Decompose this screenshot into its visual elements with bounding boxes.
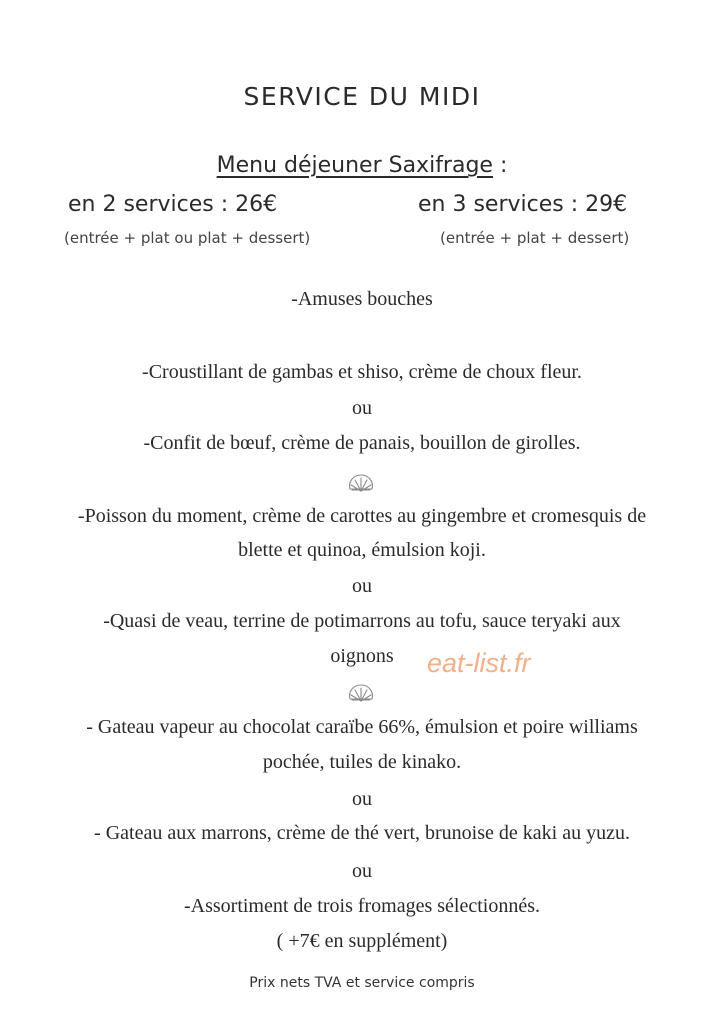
price-three-courses: en 3 services : 29€	[418, 192, 628, 217]
menu-name: Menu déjeuner Saxifrage	[216, 153, 493, 178]
main-option-2-line-2: oignons	[330, 645, 394, 667]
cheese-supplement: ( +7€ en supplément)	[276, 930, 448, 952]
main-option-2-line-1: -Quasi de veau, terrine de potimarrons au tofu, sauce teryaki aux	[103, 610, 621, 632]
footer-note: Prix nets TVA et service compris	[249, 975, 475, 991]
dessert-option-1-line-2: pochée, tuiles de kinako.	[262, 751, 462, 773]
starter-option-1: -Croustillant de gambas et shiso, crème de choux fleur.	[142, 361, 582, 383]
dessert-or-1: ou	[352, 788, 372, 810]
starter-or: ou	[352, 397, 372, 419]
price-two-courses: en 2 services : 26€	[68, 192, 278, 217]
amuse-bouche: -Amuses bouches	[291, 288, 433, 310]
main-or: ou	[352, 575, 372, 597]
main-option-1-line-1: -Poisson du moment, crème de carottes au gingembre et cromesquis de	[77, 505, 647, 527]
price-three-courses-detail: (entrée + plat + dessert)	[440, 229, 630, 247]
starter-option-2: -Confit de bœuf, crème de panais, bouillon de girolles.	[143, 432, 581, 454]
menu-title	[0, 153, 724, 178]
dessert-or-2: ou	[352, 860, 372, 882]
menu-colon: :	[492, 153, 508, 178]
price-two-courses-detail: (entrée + plat ou plat + dessert)	[64, 229, 311, 247]
page-title: SERVICE DU MIDI	[243, 82, 481, 111]
main-option-1-line-2: blette et quinoa, émulsion koji.	[238, 539, 486, 561]
watermark: eat-list.fr	[427, 648, 531, 678]
dessert-option-3: -Assortiment de trois fromages sélectionnés.	[183, 895, 541, 917]
dessert-option-2: - Gateau aux marrons, crème de thé vert, brunoise de kaki au yuzu.	[94, 822, 630, 844]
dessert-option-1-line-1: - Gateau vapeur au chocolat caraïbe 66%, émulsion et poire williams	[86, 716, 638, 738]
leaf-icon	[346, 680, 376, 704]
leaf-icon	[346, 470, 376, 494]
